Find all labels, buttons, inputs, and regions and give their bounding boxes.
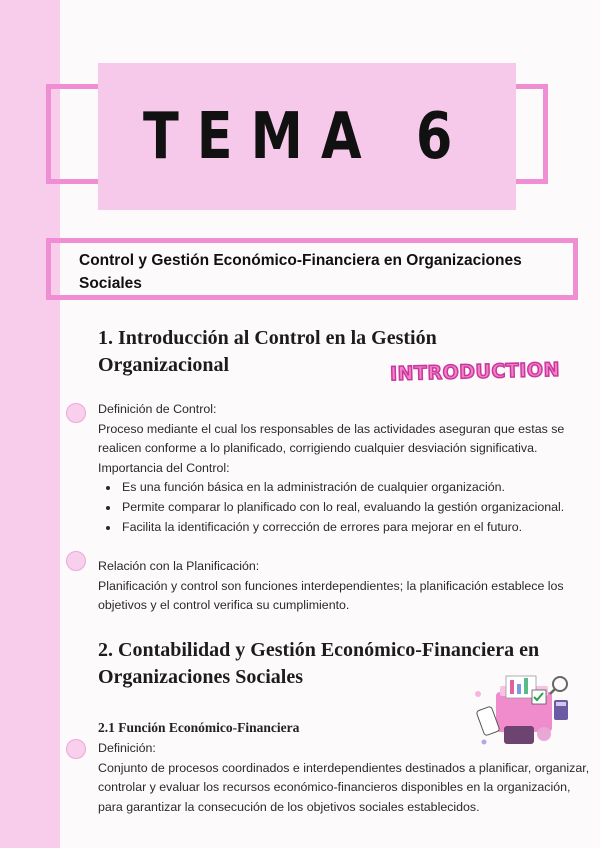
planning-block — [98, 557, 594, 616]
function-definition-label: Definición: — [98, 741, 156, 755]
section-2-heading: 2. Contabilidad y Gestión Económico-Financiera en Organizaciones Sociales — [98, 639, 540, 688]
subtitle: Control y Gestión Económico-Financiera en Organizaciones Sociales — [79, 252, 522, 292]
importance-list — [98, 478, 594, 537]
function-definition-block — [98, 739, 594, 817]
section-1-heading: 1. Introducción al Control en la Gestión Organizacional — [98, 327, 437, 376]
circle-bullet-icon — [66, 551, 86, 571]
definition-label: Definición de Control: — [98, 402, 217, 416]
subsection-2-1-heading: 2.1 Función Económico-Financiera — [98, 720, 300, 735]
planning-text: Planificación y control son funciones interdependientes; la planificación establece los objetivos y el control verifica su cumplimiento. — [98, 578, 564, 613]
finance-planner-illustration-icon — [470, 664, 574, 750]
subtitle-box — [46, 238, 578, 300]
title-box — [98, 63, 516, 210]
list-item: • Permite comparar lo planificado con lo real, evaluando la gestión organizacional. — [120, 498, 594, 518]
introduction-badge: INTRODUCTION — [389, 358, 561, 386]
list-item: • Es una función básica en la administración de cualquier organización. — [120, 478, 594, 498]
definition-text: Proceso mediante el cual los responsables de las actividades aseguran que estas se realicen conforme a lo planificado, corrigiendo cualquier desviación significativa. — [98, 421, 565, 456]
definition-block — [98, 400, 594, 537]
planning-label: Relación con la Planificación: — [98, 559, 260, 573]
page-title: TEMA 6 — [143, 99, 471, 174]
circle-bullet-icon — [66, 739, 86, 759]
list-item: • Facilita la identificación y corrección de errores para mejorar en el futuro. — [120, 518, 594, 538]
function-definition-text: Conjunto de procesos coordinados e interdependientes destinados a planificar, organizar, controlar y evaluar los recursos económico-financieros disponibles en la organización, para garantizar la consecución de los objetivos sociales establecidos. — [98, 760, 590, 814]
circle-bullet-icon — [66, 403, 86, 423]
importance-label: Importancia del Control: — [98, 460, 230, 475]
